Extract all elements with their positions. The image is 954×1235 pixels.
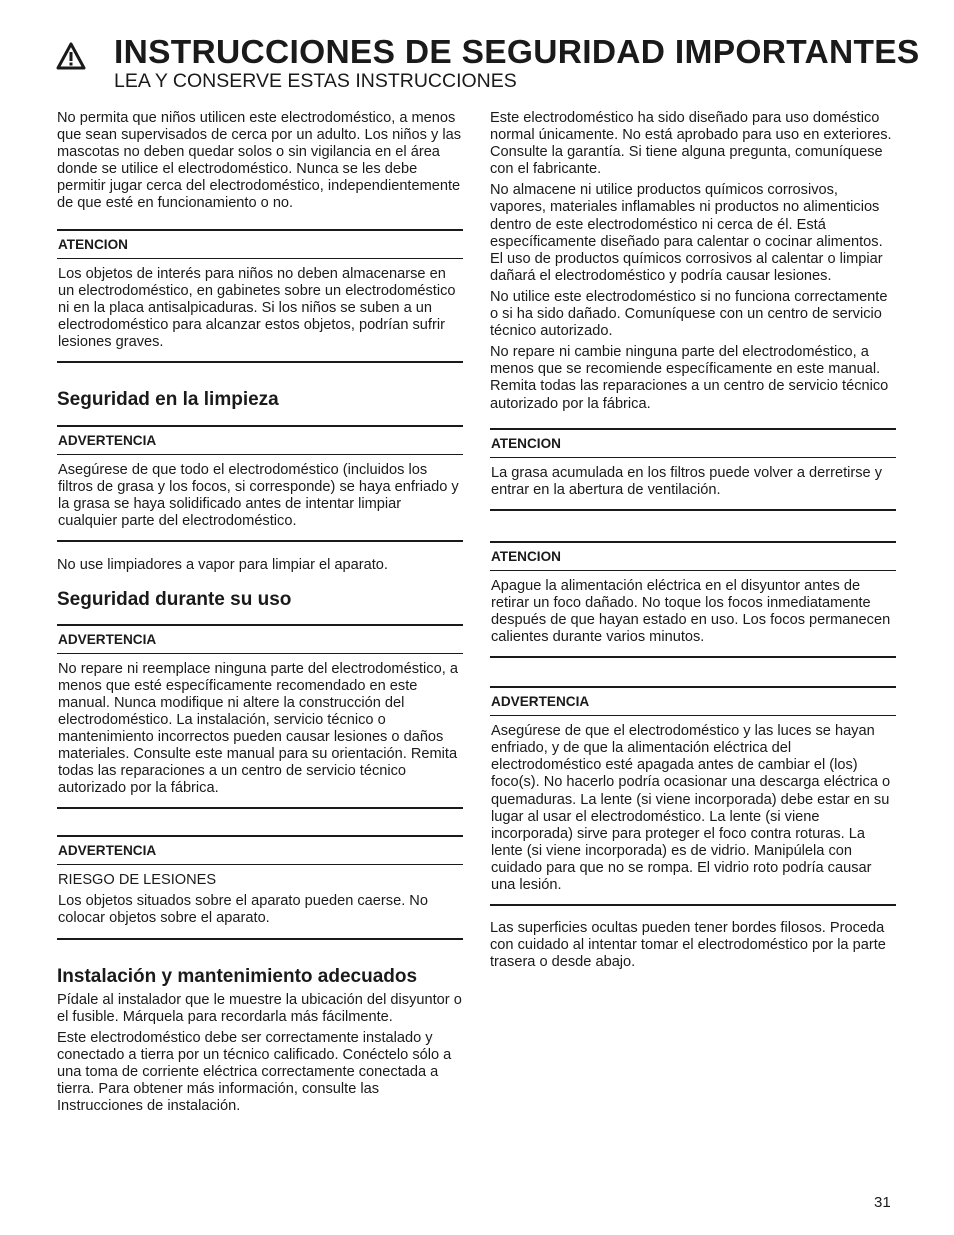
box-label: ADVERTENCIA xyxy=(490,688,896,716)
warning-triangle-icon xyxy=(56,42,86,70)
box-body xyxy=(57,259,463,361)
install-paragraph-1: Pídale al instalador que le muestre la ubicación del disyuntor o el fusible. Márquela para recordarla más fácilmente. xyxy=(57,991,462,1025)
box-label: ATENCION xyxy=(490,543,896,571)
box-label: ATENCION xyxy=(57,231,463,259)
sharp-edges-paragraph: Las superficies ocultas pueden tener bordes filosos. Proceda con cuidado al intentar tomar el electrodoméstico por la parte trasera o desde abajo. xyxy=(490,920,886,971)
page-subtitle: LEA Y CONSERVE ESTAS INSTRUCCIONES xyxy=(114,70,517,92)
warning-box-repair xyxy=(57,624,463,810)
box-text: Asegúrese de que todo el electrodoméstico (incluidos los filtros de grasa y los focos, si corresponde) se haya enfriado y la grasa se haya solidificado antes de intentar limpiar cualquier parte del electrodoméstico. xyxy=(58,462,459,530)
section-heading-cleaning: Seguridad en la limpieza xyxy=(57,389,279,411)
box-body xyxy=(490,716,896,904)
domestic-use-paragraph: Este electrodoméstico ha sido diseñado para uso doméstico normal únicamente. No está aprobado para uso en exteriores. Consulte la garantía. Si tiene alguna pregunta, comuníquese con el fabricante. xyxy=(490,110,892,178)
page-number: 31 xyxy=(874,1194,891,1211)
box-text: Asegúrese de que el electrodoméstico y las luces se hayan enfriado, y de que la alimentación eléctrica del electrodoméstico esté apagada antes de cambiar el (los) foco(s). No hacerlo podría ocasionar una descarga eléctrica o quemaduras. La lente (si viene incorporada) debe estar en su lugar al usar el electrodoméstico. La lente (si viene incorporada) sirve para proteger el foco contra roturas. La lente (si viene incorporada) es de vidrio. Manipúlela con cuidado para que no se rompa. El vidrio roto podría causar una lesión. xyxy=(491,723,891,893)
chemicals-paragraph: No almacene ni utilice productos químicos corrosivos, vapores, materiales inflamables ni productos no alimenticios dentro de este electrodoméstico ni cerca de él. Está específicamente diseñado para calentar o cocinar alimentos. El uso de productos químicos corrosivos al calentar o limpiar dañará el electrodoméstico y podría causar lesiones. xyxy=(490,182,883,284)
section-heading-installation: Instalación y mantenimiento adecuados xyxy=(57,965,418,987)
box-body xyxy=(490,458,896,509)
box-body xyxy=(57,654,463,808)
right-column xyxy=(490,110,896,975)
caution-box-children xyxy=(57,229,463,363)
left-column xyxy=(57,110,463,1119)
box-text: La grasa acumulada en los filtros puede volver a derretirse y entrar en la abertura de ventilación. xyxy=(491,464,882,498)
intro-paragraph: No permita que niños utilicen este electrodoméstico, a menos que sean supervisados de cerca por un adulto. Los niños y las mascotas no deben quedar solos o sin vigilancia en el área donde se utilice el electrodoméstico. Nunca se les debe permitir jugar cerca del electrodoméstico, independientemente de que esté en funcionamiento o no. xyxy=(57,110,462,212)
repair-paragraph: No repare ni cambie ninguna parte del electrodoméstico, a menos que se recomiende específicamente en este manual. Remita todas las reparaciones a un centro de servicio técnico autorizado por la fábrica. xyxy=(490,344,889,412)
caution-box-grease xyxy=(490,428,896,511)
page-title: INSTRUCCIONES DE SEGURIDAD IMPORTANTES xyxy=(114,34,920,71)
box-label: ADVERTENCIA xyxy=(57,626,463,654)
warning-box-cleaning xyxy=(57,425,463,542)
box-label: ADVERTENCIA xyxy=(57,427,463,455)
box-text: Apague la alimentación eléctrica en el disyuntor antes de retirar un foco dañado. No toque los focos inmediatamente después de que hayan estado en uso. Los focos permanecen calientes durante varios minutos. xyxy=(491,577,891,646)
box-text: No repare ni reemplace ninguna parte del electrodoméstico, a menos que esté específicamente recomendado en este manual. Nunca modifique ni altere la construcción del electrodoméstico. La instalación, servicio técnico o mantenimiento incorrectos pueden causar lesiones o daños materiales. Consulte este manual para su orientación. Remita todas las reparaciones a un centro de servicio técnico autorizado por la fábrica. xyxy=(58,660,458,797)
install-paragraph-2: Este electrodoméstico debe ser correctamente instalado y conectado a tierra por un técnico calificado. Conéctelo sólo a una toma de corriente eléctrica correctamente conectada a tierra. Para obtener más información, consulte las Instrucciones de instalación. xyxy=(57,1029,452,1115)
box-label: ATENCION xyxy=(490,430,896,458)
steam-note: No use limpiadores a vapor para limpiar el aparato. xyxy=(57,557,388,574)
section-heading-use: Seguridad durante su uso xyxy=(57,588,292,610)
box-label: ADVERTENCIA xyxy=(57,837,463,865)
caution-box-bulbs xyxy=(490,541,896,658)
box-text: Los objetos situados sobre el aparato pueden caerse. No colocar objetos sobre el aparato. xyxy=(58,893,428,927)
warning-box-bulb-change xyxy=(490,686,896,906)
damaged-paragraph: No utilice este electrodoméstico si no funciona correctamente o si ha sido dañado. Comuníquese con un centro de servicio técnico autorizado. xyxy=(490,288,888,340)
box-text: Los objetos de interés para niños no deben almacenarse en un electrodoméstico, en gabinetes sobre un electrodoméstico ni en la placa antisalpicaduras. Si los niños se suben a un electrodoméstico para alcanzar estos objetos, podrían sufrir lesiones graves. xyxy=(58,265,456,350)
box-line: RIESGO DE LESIONES xyxy=(58,872,217,889)
box-body xyxy=(57,865,463,937)
box-body xyxy=(490,571,896,656)
warning-box-injury xyxy=(57,835,463,939)
box-body xyxy=(57,455,463,540)
